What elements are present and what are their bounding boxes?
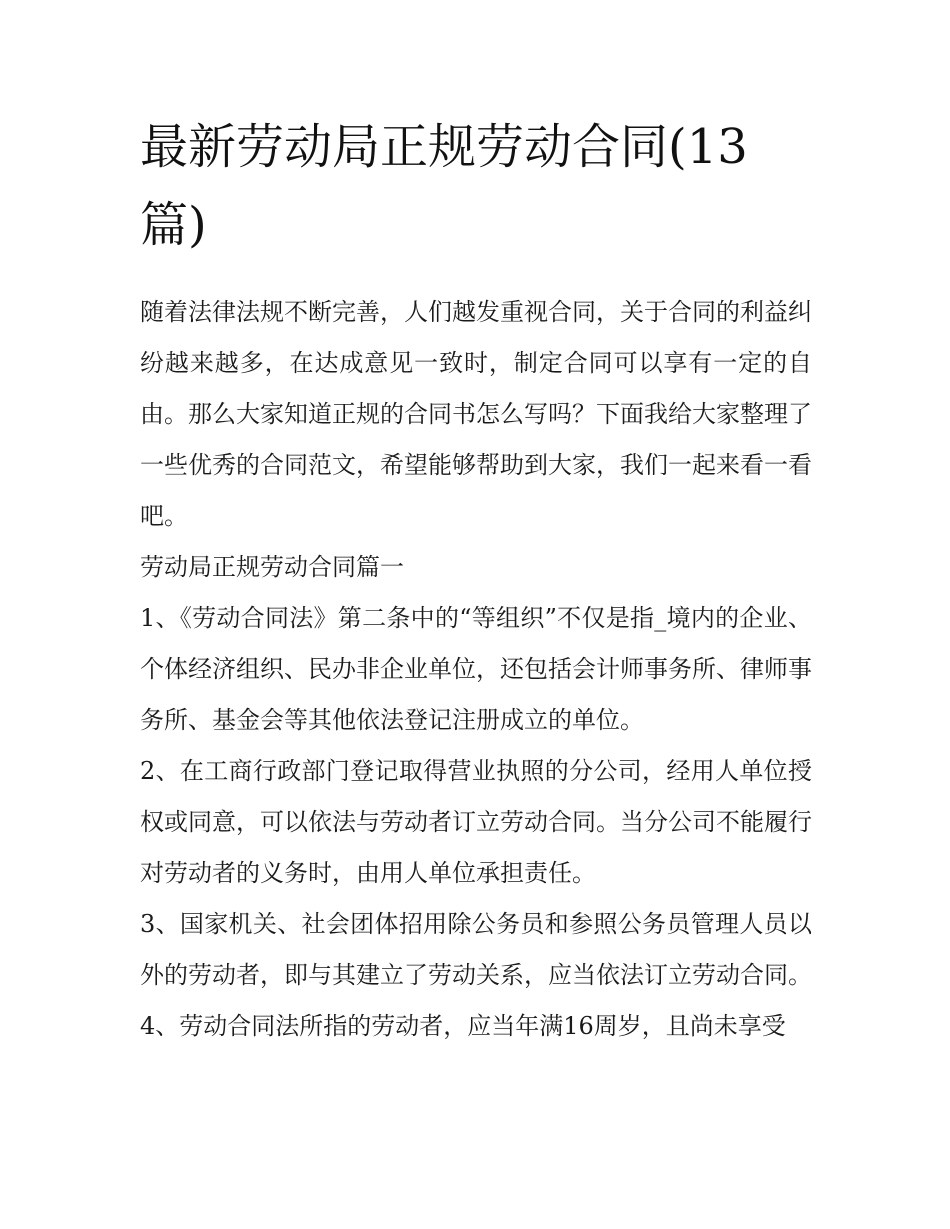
document-body — [140, 287, 812, 1052]
clause-paragraph-1: 1、《劳动合同法》第二条中的“等组织”不仅是指_境内的企业、个体经济组织、民办非企业单位，还包括会计师事务所、律师事务所、基金会等其他依法登记注册成立的单位。 — [140, 604, 812, 734]
section-heading: 劳动局正规劳动合同篇一 — [140, 553, 404, 581]
clause-paragraph-2: 2、在工商行政部门登记取得营业执照的分公司，经用人单位授权或同意，可以依法与劳动者订立劳动合同。当分公司不能履行对劳动者的义务时，由用人单位承担责任。 — [140, 757, 812, 887]
clause-paragraph-4: 4、劳动合同法所指的劳动者，应当年满16周岁，且尚未享受 — [140, 1012, 786, 1040]
intro-paragraph: 随着法律法规不断完善，人们越发重视合同，关于合同的利益纠纷越来越多，在达成意见一致时，制定合同可以享有一定的自由。那么大家知道正规的合同书怎么写吗？下面我给大家整理了一些优秀的合同范文，希望能够帮助到大家，我们一起来看一看吧。 — [140, 298, 812, 530]
document-content — [140, 108, 812, 1052]
clause-paragraph-3: 3、国家机关、社会团体招用除公务员和参照公务员管理人员以外的劳动者，即与其建立了劳动关系，应当依法订立劳动合同。 — [140, 910, 812, 989]
document-title: 最新劳动局正规劳动合同(13篇) — [140, 119, 748, 253]
